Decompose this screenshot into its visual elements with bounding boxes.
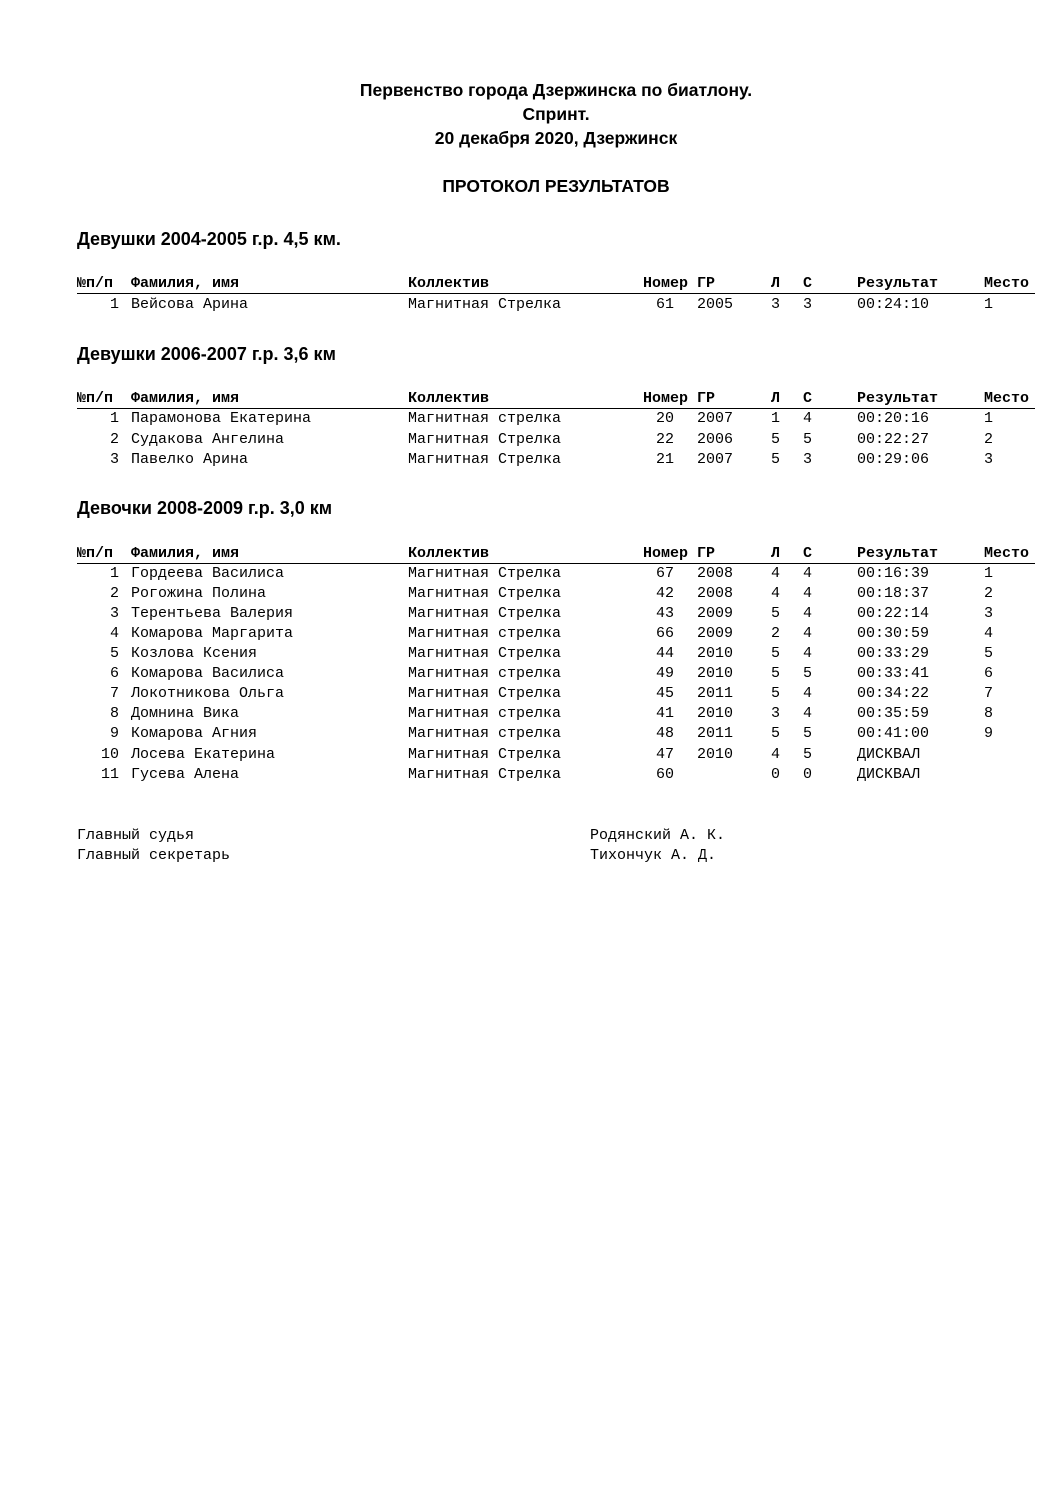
cell-s: 4 [803,645,813,662]
cell-place: 6 [984,665,994,682]
cell-bib: 22 [655,431,674,448]
cell-result: 00:18:37 [857,585,930,602]
cell-l: 5 [771,725,781,742]
cell-l: 4 [771,746,781,763]
col-s-header: С [803,275,813,292]
protocol-title: ПРОТОКОЛ РЕЗУЛЬТАТОВ [442,176,670,196]
cell-bib: 20 [655,410,674,427]
cell-year: 2009 [697,605,734,622]
cell-s: 4 [803,565,813,582]
cell-name: Гордеева Василиса [131,565,285,582]
cell-team: Магнитная стрелка [408,725,562,742]
cell-bib: 42 [655,585,674,602]
cell-num: 3 [109,451,119,468]
cell-place: 1 [984,410,994,427]
cell-num: 6 [109,665,119,682]
cell-num: 1 [109,410,119,427]
cell-bib: 66 [655,625,674,642]
cell-year: 2005 [697,296,734,313]
cell-team: Магнитная Стрелка [408,565,562,582]
cell-num: 8 [109,705,119,722]
cell-year: 2010 [697,746,734,763]
group-title: Девушки 2006-2007 г.р. 3,6 км [77,344,336,364]
col-place-header: Место [984,390,1030,407]
cell-year: 2007 [697,451,734,468]
cell-num: 1 [109,296,119,313]
cell-bib: 60 [655,766,674,783]
cell-result: 00:41:00 [857,725,930,742]
cell-place: 4 [984,625,994,642]
cell-s: 4 [803,605,813,622]
cell-year: 2010 [697,665,734,682]
cell-s: 0 [803,766,813,783]
cell-num: 10 [100,746,119,763]
table-row [0,295,1058,315]
table-row [0,584,1058,604]
judge-label: Главный судья [77,827,195,844]
col-name-header: Фамилия, имя [131,545,240,562]
cell-num: 3 [109,605,119,622]
cell-result: 00:35:59 [857,705,930,722]
cell-bib: 49 [655,665,674,682]
cell-name: Комарова Агния [131,725,258,742]
cell-result: 00:33:41 [857,665,930,682]
cell-name: Комарова Василиса [131,665,285,682]
col-bib-header: Номер [643,545,689,562]
cell-s: 4 [803,625,813,642]
cell-result: 00:34:22 [857,685,930,702]
col-year-header: ГР [697,275,716,292]
col-result-header: Результат [857,275,939,292]
col-team-header: Коллектив [408,390,490,407]
col-year-header: ГР [697,390,716,407]
cell-l: 5 [771,685,781,702]
cell-year: 2010 [697,705,734,722]
cell-team: Магнитная Стрелка [408,605,562,622]
cell-name: Судакова Ангелина [131,431,285,448]
cell-num: 11 [100,766,119,783]
cell-name: Гусева Алена [131,766,240,783]
col-name-header: Фамилия, имя [131,275,240,292]
cell-year: 2009 [697,625,734,642]
cell-result: ДИСКВАЛ [857,746,921,763]
col-place-header: Место [984,545,1030,562]
col-year-header: ГР [697,545,716,562]
secretary-label: Главный секретарь [77,847,231,864]
cell-result: 00:16:39 [857,565,930,582]
cell-s: 4 [803,410,813,427]
cell-place: 1 [984,565,994,582]
signature-judge [0,826,1058,846]
cell-num: 1 [109,565,119,582]
col-place-header: Место [984,275,1030,292]
cell-team: Магнитная Стрелка [408,451,562,468]
cell-year: 2006 [697,431,734,448]
cell-name: Козлова Ксения [131,645,258,662]
cell-place: 3 [984,451,994,468]
competition-title: Первенство города Дзержинска по биатлону. [359,80,753,100]
date-location: 20 декабря 2020, Дзержинск [434,128,678,148]
cell-num: 7 [109,685,119,702]
cell-bib: 21 [655,451,674,468]
cell-year: 2008 [697,585,734,602]
cell-team: Магнитная Стрелка [408,766,562,783]
cell-team: Магнитная стрелка [408,410,562,427]
group-title: Девочки 2008-2009 г.р. 3,0 км [77,498,333,518]
cell-result: 00:20:16 [857,410,930,427]
secretary-name: Тихончук А. Д. [590,847,717,864]
cell-bib: 45 [655,685,674,702]
cell-result: 00:33:29 [857,645,930,662]
cell-team: Магнитная стрелка [408,625,562,642]
cell-s: 3 [803,296,813,313]
cell-place: 3 [984,605,994,622]
cell-year: 2007 [697,410,734,427]
table-row [0,430,1058,450]
cell-num: 2 [109,431,119,448]
cell-team: Магнитная Стрелка [408,645,562,662]
col-team-header: Коллектив [408,545,490,562]
cell-team: Магнитная Стрелка [408,585,562,602]
col-l-header: Л [771,545,781,562]
cell-name: Парамонова Екатерина [131,410,312,427]
cell-place: 5 [984,645,994,662]
cell-place: 8 [984,705,994,722]
cell-result: 00:22:27 [857,431,930,448]
cell-year: 2011 [697,685,734,702]
cell-s: 4 [803,685,813,702]
col-l-header: Л [771,390,781,407]
cell-name: Терентьева Валерия [131,605,294,622]
cell-s: 5 [803,746,813,763]
table-row [0,624,1058,644]
cell-s: 3 [803,451,813,468]
col-bib-header: Номер [643,275,689,292]
cell-l: 3 [771,296,781,313]
cell-result: 00:29:06 [857,451,930,468]
group-title: Девушки 2004-2005 г.р. 4,5 км. [77,229,341,249]
col-team-header: Коллектив [408,275,490,292]
table-row [0,409,1058,429]
cell-team: Магнитная Стрелка [408,746,562,763]
cell-result: 00:22:14 [857,605,930,622]
cell-name: Локотникова Ольга [131,685,285,702]
table-header [0,274,1058,294]
cell-bib: 47 [655,746,674,763]
table-row [0,450,1058,470]
header-divider [77,293,1035,294]
col-s-header: С [803,545,813,562]
cell-l: 1 [771,410,781,427]
col-result-header: Результат [857,545,939,562]
cell-place: 2 [984,585,994,602]
cell-place: 1 [984,296,994,313]
table-row [0,745,1058,765]
cell-result: 00:24:10 [857,296,930,313]
cell-team: Магнитная Стрелка [408,685,562,702]
cell-year: 2010 [697,645,734,662]
table-row [0,765,1058,785]
judge-name: Родянский А. К. [590,827,726,844]
table-row [0,564,1058,584]
cell-place: 7 [984,685,994,702]
cell-s: 5 [803,725,813,742]
cell-l: 5 [771,645,781,662]
cell-bib: 61 [655,296,674,313]
col-num-header: №п/п [77,390,114,407]
cell-s: 5 [803,431,813,448]
cell-s: 4 [803,585,813,602]
cell-place: 2 [984,431,994,448]
cell-bib: 43 [655,605,674,622]
table-row [0,724,1058,744]
table-row [0,704,1058,724]
cell-bib: 41 [655,705,674,722]
cell-bib: 48 [655,725,674,742]
cell-num: 9 [109,725,119,742]
signature-secretary [0,846,1058,866]
cell-year: 2008 [697,565,734,582]
cell-s: 5 [803,665,813,682]
cell-result: ДИСКВАЛ [857,766,921,783]
cell-name: Комарова Маргарита [131,625,294,642]
table-row [0,664,1058,684]
cell-place: 9 [984,725,994,742]
table-row [0,684,1058,704]
cell-num: 2 [109,585,119,602]
cell-name: Лосева Екатерина [131,746,276,763]
cell-team: Магнитная стрелка [408,705,562,722]
cell-team: Магнитная Стрелка [408,296,562,313]
cell-num: 5 [109,645,119,662]
cell-bib: 67 [655,565,674,582]
cell-bib: 44 [655,645,674,662]
col-s-header: С [803,390,813,407]
cell-name: Павелко Арина [131,451,249,468]
table-row [0,644,1058,664]
col-result-header: Результат [857,390,939,407]
cell-l: 5 [771,665,781,682]
document-header [0,78,1058,150]
col-name-header: Фамилия, имя [131,390,240,407]
cell-year: 2011 [697,725,734,742]
col-bib-header: Номер [643,390,689,407]
cell-name: Вейсова Арина [131,296,249,313]
cell-l: 0 [771,766,781,783]
cell-s: 4 [803,705,813,722]
col-num-header: №п/п [77,275,114,292]
col-l-header: Л [771,275,781,292]
cell-team: Магнитная стрелка [408,665,562,682]
cell-l: 4 [771,585,781,602]
cell-team: Магнитная Стрелка [408,431,562,448]
cell-l: 4 [771,565,781,582]
cell-name: Рогожина Полина [131,585,267,602]
cell-result: 00:30:59 [857,625,930,642]
race-type: Спринт. [522,104,590,124]
cell-l: 5 [771,431,781,448]
table-header [0,389,1058,409]
cell-l: 3 [771,705,781,722]
table-row [0,604,1058,624]
cell-l: 5 [771,605,781,622]
cell-name: Домнина Вика [131,705,240,722]
table-header [0,544,1058,564]
cell-num: 4 [109,625,119,642]
col-num-header: №п/п [77,545,114,562]
cell-l: 2 [771,625,781,642]
cell-l: 5 [771,451,781,468]
